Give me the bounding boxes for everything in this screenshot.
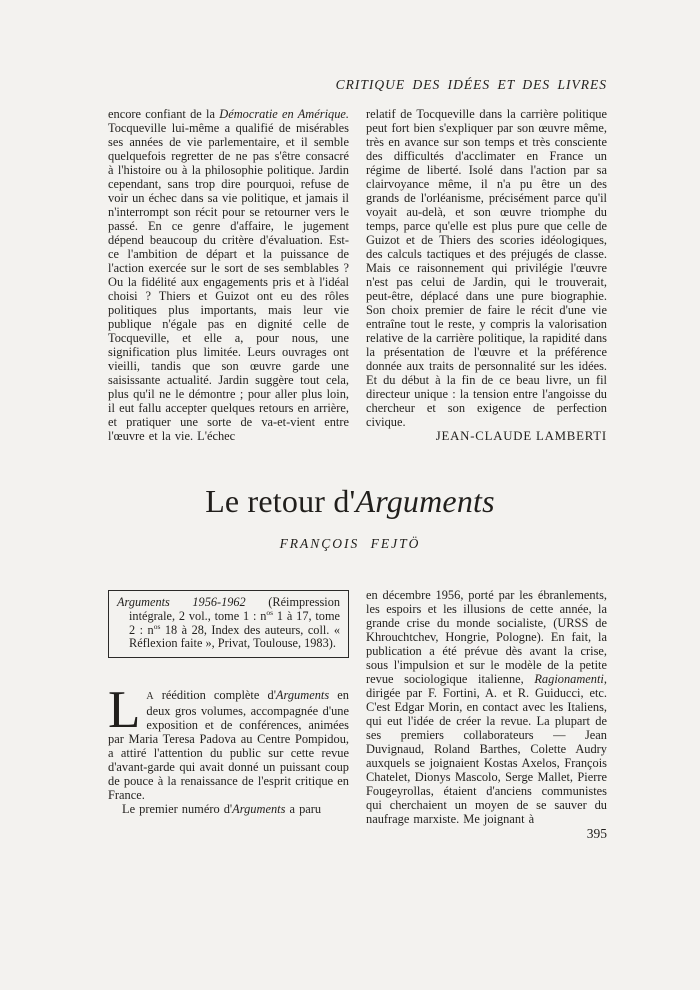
top-article	[108, 107, 607, 444]
running-header: CRITIQUE DES IDÉES ET DES LIVRES	[335, 77, 607, 92]
review-article	[108, 588, 607, 826]
drop-cap: L	[108, 681, 141, 740]
paragraph: relatif de Tocqueville dans la carrière politique peut fort bien s'expliquer par son œuvre même, très en avance sur son temps et très consciente des difficultés d'acclimater en France un régime de liberté. Isolé dans l'action par sa clairvoyance même, il n'a pu être un des grands de l'orléanisme, précisément parce qu'il voyait au-delà, et son œuvre triomphe du temps, parce qu'elle est plus pure que celle de Guizot et de Thiers des scories idéologiques, des calculs tactiques et des préjugés de classe. Mais ce raisonnement qui privilégie l'œuvre n'est pas celui de Jardin, qui le trouverait, peut-être, déplacé dans une pure biographie. Son choix premier de faire le récit d'une vie entraîne tout le reste, y compris la valorisation relative de la carrière politique, la rapidité dans la présentation de l'œuvre et la préférence donnée aux traits de personnalité sur les idées. Et du début à la fin de ce beau livre, un fil directeur unique : la tension entre l'angoisse du chercheur et son exigence de perfection civique.	[366, 107, 607, 429]
article-author: FRANÇOIS FEJTÖ	[279, 536, 421, 551]
article-title: Le retour d'Arguments	[205, 483, 495, 519]
paragraph	[108, 681, 349, 803]
paragraph: Le premier numéro d'Arguments a paru	[122, 802, 322, 817]
paragraph: en décembre 1956, porté par les ébranlements, les espoirs et les illusions de cette année, la grande crise du monde socialiste, (URSS de Khrouchtchev, Hongrie, Pologne). En fait, la publication a été prévue dès avant la crise, sous l'impulsion et sur le modèle de la petite revue sociologique italienne, Ragionamenti, dirigée par F. Fortini, A. et R. Guiducci, etc. C'est Edgar Morin, en contact avec les Italiens, qui eut l'idée de créer la revue. La plupart de ses premiers collaborateurs — Jean Duvignaud, Roland Barthes, Colette Audry auxquels se joignaient Kostas Axelos, François Chatelet, Dionys Mascolo, Serge Mallet, Pierre Fougeyrollas, étaient d'anciens communistes qui cherchaient un moyen de se sauver du naufrage marxiste. Me joignant à	[366, 588, 607, 826]
top-article-left-column	[108, 107, 349, 444]
paragraph-text: A réédition complète d'Arguments en deux gros volumes, accompagnée d'une exposition et de conférences, animées par Maria Teresa Padova au Centre Pompidou, a attiré l'attention du public sur cette revue d'avant-garde qui avait donné un puissant coup de pouce à la renaissance de l'esprit critique en France.	[108, 688, 349, 803]
bibliography-note: Arguments 1956-1962 (Réimpression intégrale, 2 vol., tome 1 : $n^{os}$ 1 à 17, tome 2 : $n^{os}$ 18 à 28, Index des auteurs, coll. « Réflexion faite », Privat, Toulouse, 1983).	[117, 595, 341, 651]
review-left-column	[108, 588, 349, 826]
paragraph: encore confiant de la Démocratie en Amérique. Tocqueville lui-même a qualifié de misérables ses années de vie parlementaire, et il semble quelquefois regretter de ne pas s'être consacré à l'histoire ou à la philosophie politique. Jardin cependant, sans trop dire pourquoi, refuse de voir un échec dans sa vie politique, et jamais il n'interrompt son récit pour se retourner vers le passé. En ce genre d'affaire, le jugement dépend beaucoup du critère d'évaluation. Est-ce l'ambition de départ et la puissance de l'action exercée sur le sort de ses semblables ? Ou la fidélité aux engagements pris et à l'idéal choisi ? Thiers et Guizot ont eu des rôles politiques plus importants, mais leur vie publique n'égale pas en dignité celle de Tocqueville, et elle a, pour nous, une signification plus limitée. Leurs ouvrages ont vieilli, tandis que son œuvre garde une saisissante actualité. Jardin suggère tout cela, plus qu'il ne le démontre ; pour aller plus loin, il eut fallu accepter quelques retours en arrière, et pratiquer une sorte de va-et-vient entre l'œuvre et la vie. L'échec	[108, 107, 350, 443]
article-signature: JEAN-CLAUDE LAMBERTI	[435, 429, 607, 443]
bibliography-box	[108, 590, 349, 658]
top-article-right-column	[366, 107, 607, 444]
page-number: 395	[586, 826, 607, 841]
review-right-column	[366, 588, 607, 826]
